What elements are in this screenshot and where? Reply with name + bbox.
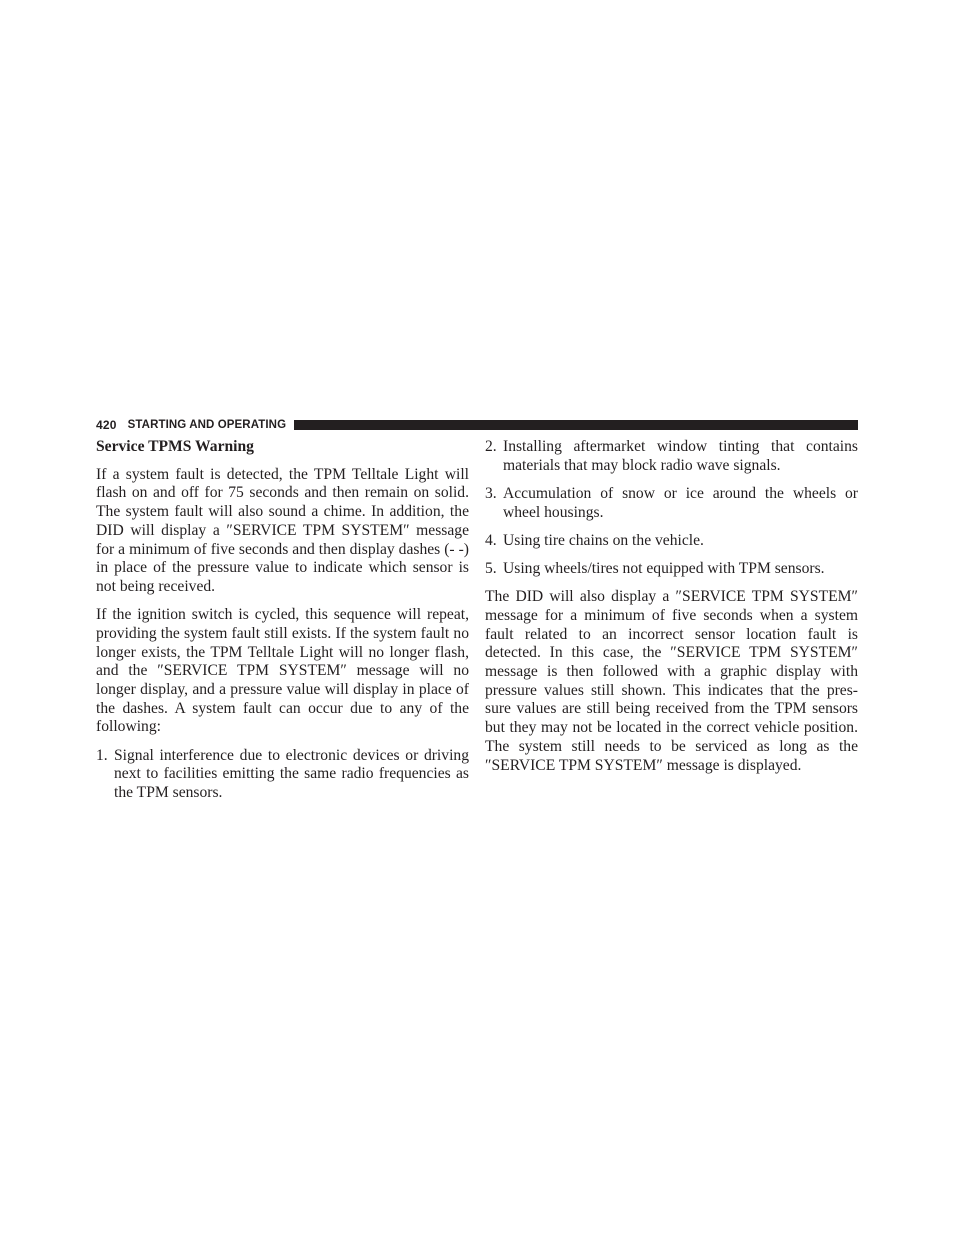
- page-header: [96, 417, 858, 433]
- list-number: 3.: [485, 484, 497, 502]
- list-item: [485, 532, 858, 551]
- right-column: [485, 438, 858, 785]
- list-number: 1.: [96, 746, 108, 764]
- paragraph: The DID will also display a ″SERVICE TPM SYSTEM″ message for a minimum of five seconds when a system fault related to an incorrect sensor location fault is detected. In this case, the ″SERVICE TPM SYSTEM″ message is then followed with a graphic display with pressure values still shown. This indicates that the pres- sure values are still being received from the TPM sensors but they may not be located in the correct vehicle position. The system still needs to be serviced as long as the ″SERVICE TPM SYSTEM″ message is displayed.: [485, 588, 858, 774]
- section-heading: Service TPMS Warning: [96, 438, 254, 455]
- list-item: [96, 747, 469, 803]
- list-text: Installing aftermarket window tinting that contains materials that may block radio wave signals.: [503, 438, 858, 474]
- list-text: Using tire chains on the vehicle.: [503, 531, 704, 549]
- list-item: [485, 438, 858, 475]
- header-rule: [294, 420, 858, 430]
- section-title: STARTING AND OPERATING: [127, 419, 287, 431]
- paragraph: If a system fault is detected, the TPM Telltale Light will flash on and off for 75 seconds and then remain on solid. The system fault will also sound a chime. In addition, the DID will display a ″SERVICE TPM SYSTEM″ message for a minimum of five seconds and then display dashes (- -) in place of the pressure value to indicate which sensor is not being received.: [96, 465, 469, 595]
- list-number: 2.: [485, 438, 497, 455]
- paragraph: If the ignition switch is cycled, this sequence will repeat, providing the system fault still exists. If the system fault no longer exists, the TPM Telltale Light will no longer flash, and the ″SERVICE TPM SYSTEM″ message will no longer display, and a pressure value will display in place of the dashes. A system fault can occur due to any of the following:: [96, 606, 469, 736]
- list-text: Signal interference due to electronic devices or driving next to facilities emitting the same radio frequencies as the TPM sensors.: [114, 746, 469, 801]
- list-item: [485, 485, 858, 522]
- list-item: [485, 560, 858, 579]
- page-number: 420: [96, 418, 117, 432]
- list-text: Accumulation of snow or ice around the wheels or wheel housings.: [503, 484, 858, 521]
- list-number: 5.: [485, 560, 497, 578]
- list-text: Using wheels/tires not equipped with TPM sensors.: [503, 560, 825, 578]
- list-number: 4.: [485, 531, 497, 549]
- left-column: [96, 438, 469, 812]
